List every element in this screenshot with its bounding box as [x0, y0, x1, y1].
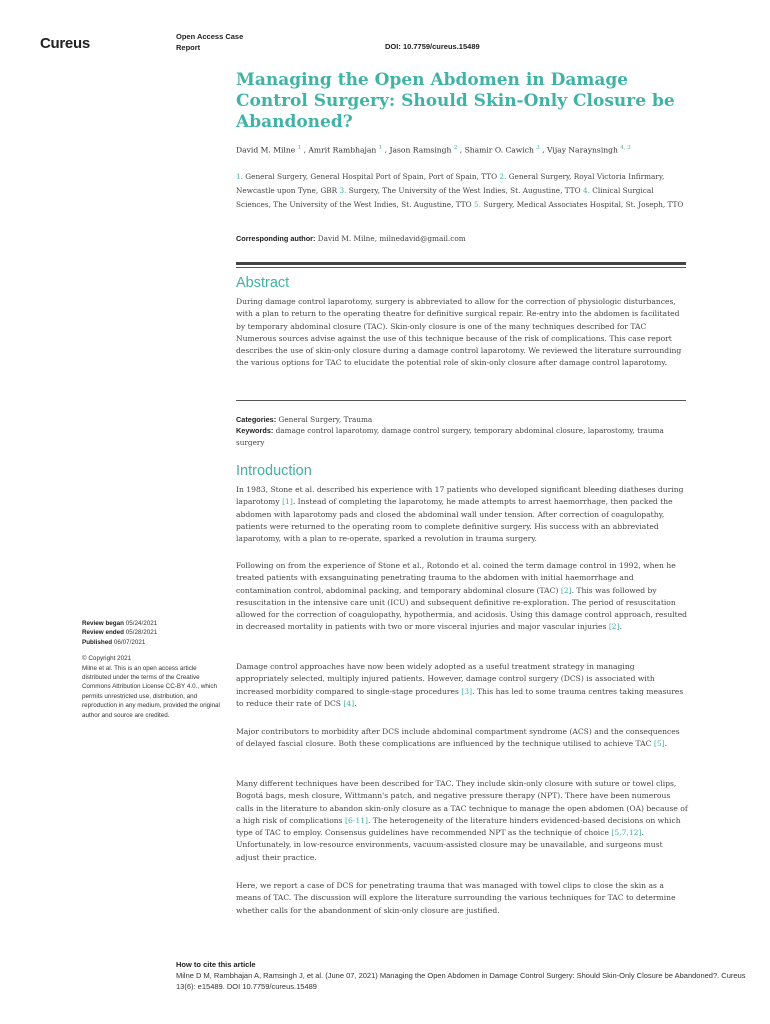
- review-ended-date: 05/28/2021: [125, 629, 158, 637]
- intro-paragraph-3: Damage control approaches have now been widely adopted as a useful treatment strategy in managing appropriately selected, multiply injured patients. However, damage control surgery (DCS) is associated with increased morbidity compared to single-stage procedures [3]. This has led to some trauma centres taking measures to reduce their rate of DCS [4].: [236, 662, 684, 708]
- intro-paragraph-1: In 1983, Stone et al. described his experience with 17 patients who developed significant bleeding diatheses during laparotomy [1]. Instead of completing the laparotomy, he made attempts to arrest haemorrhage, then packed the abdomen with laparotomy pads and closed the abdominal wall under tension. After correction of coagulopathy, patients were returned to the operating room to complete definitive surgery. His success with an abbreviated laparotomy, with a plan to re-operate, sparked a revolution in trauma surgery.: [236, 485, 684, 544]
- article-title: Managing the Open Abdomen in Damage Control Surgery: Should Skin-Only Closure be Abandoned?: [236, 70, 675, 132]
- categories-label: Categories:: [236, 415, 277, 424]
- published-label: Published: [82, 638, 113, 646]
- corresponding-label: Corresponding author:: [236, 234, 316, 243]
- reference-link[interactable]: [2]: [560, 585, 572, 595]
- reference-link[interactable]: [1]: [282, 497, 293, 507]
- divider: [236, 400, 686, 401]
- citation-heading: How to cite this article: [176, 960, 256, 969]
- categories-value: General Surgery, Trauma: [278, 415, 373, 424]
- affiliation-text: General Surgery, General Hospital Port of Spain, Port of Spain, TTO: [245, 172, 500, 181]
- affiliation-number: 1.: [236, 172, 246, 181]
- abstract-text: During damage control laparotomy, surgery is abbreviated to allow for the correction of physiologic disturbances, with a plan to return to the operating theatre for definitive surgical repair. Re-entry into the abdomen is facilitated by temporary abdominal closure (TAC). Skin-only closure is one of the many techniques described for TAC Numerous sources advise against the use of this technique because of the risk of complications. This case report describes the use of skin-only closure during a damage control laparotomy. We reviewed the literature surrounding the various options for TAC to elucidate the potential role of skin-only closure after damage control laparotomy.: [236, 297, 682, 368]
- article-type: Open Access Case Report: [176, 32, 244, 52]
- abstract-heading: Abstract: [236, 275, 290, 291]
- review-began: [82, 619, 222, 628]
- author-name[interactable]: Shamir O. Cawich: [464, 145, 537, 155]
- doi-value: 10.7759/cureus.15489: [402, 42, 480, 51]
- affiliation-number: 4.: [582, 186, 593, 195]
- affiliation-number: 5.: [473, 200, 484, 209]
- corresponding-value[interactable]: David M. Milne, milnedavid@gmail.com: [317, 234, 466, 243]
- review-sidebar: [82, 619, 222, 720]
- intro-paragraph-6: Here, we report a case of DCS for penetrating trauma that was managed with towel clips to close the skin as a means of TAC. The discussion will explore the literature surrounding the various techniques for TAC to determine whether calls for the abandonment of skin-only closure are justified.: [236, 881, 676, 915]
- journal-logo: Cureus: [40, 35, 90, 52]
- author-name[interactable]: David M. Milne: [236, 145, 298, 155]
- corresponding-author: [236, 234, 466, 243]
- published: [82, 638, 222, 647]
- affiliation-text: Clinical Surgical Sciences, The University of the West Indies, St. Augustine, TTO: [236, 186, 654, 209]
- categories-keywords: [236, 414, 688, 448]
- author-list: David M. Milne $^1$ , Amrit Rambhajan $^1$ , Jason Ramsingh $^2$ , Shamir O. Cawich $^3$ , Vijay Naraynsingh $^{4, 3}$: [236, 145, 631, 155]
- affiliation-text: Surgery, The University of the West Indies, St. Augustine, TTO: [348, 186, 583, 195]
- author-affiliation-number: 4, 3: [620, 145, 631, 151]
- author-affiliation-number: 2: [453, 145, 458, 151]
- keywords-value: damage control laparotomy, damage control surgery, temporary abdominal closure, laparostomy, trauma surgery: [236, 426, 664, 447]
- divider: [236, 262, 686, 265]
- keywords-label: Keywords:: [236, 426, 274, 436]
- license-text: Milne et al. This is an open access article distributed under the terms of the Creative Commons Attribution License CC-BY 4.0., which permits unrestricted use, distribution, and reproduction in any medium, provided the original author and source are credited.: [82, 664, 220, 719]
- reference-link[interactable]: [5]: [653, 739, 665, 749]
- author-affiliation-number: 1: [297, 145, 302, 151]
- affiliation-text: General Surgery, Royal Victoria Infirmary, Newcastle upon Tyne, GBR: [236, 172, 665, 195]
- reference-link[interactable]: [4]: [343, 698, 355, 708]
- divider: [236, 267, 686, 268]
- intro-paragraph-4: Major contributors to morbidity after DCS include abdominal compartment syndrome (ACS) and the consequences of delayed fascial closure. Both these complications are influenced by the technique utilised to achieve TAC [5].: [236, 727, 680, 749]
- reference-link[interactable]: [3]: [461, 686, 473, 696]
- intro-paragraph-5: Many different techniques have been described for TAC. They include skin-only closure with suture or towel clips, Bogotá bags, mesh closure, Wittmann's patch, and negative pressure therapy (NPT). There have been numerous calls in the literature to abandon skin-only closure as a TAC technique to manage the open abdomen (OA) because of a high risk of complications [6-11]. The heterogeneity of the literature hinders evidenced-based decisions on which type of TAC to employ. Consensus guidelines have recommended NPT as the technique of choice [5,7,12]. Unfortunately, in low-resource environments, vacuum-assisted closure may be unavailable, and surgeons must adjust their practice.: [236, 779, 688, 862]
- reference-link[interactable]: [2]: [608, 622, 620, 632]
- affiliation-number: 3.: [339, 186, 349, 195]
- copyright: © Copyright 2021: [82, 655, 132, 663]
- author-name[interactable]: Jason Ramsingh: [389, 145, 454, 155]
- review-began-label: Review began: [82, 620, 124, 627]
- categories-line: [236, 414, 688, 425]
- keywords-line: [236, 425, 688, 448]
- citation-text: Milne D M, Rambhajan A, Ramsingh J, et al. (June 07, 2021) Managing the Open Abdomen in Damage Control Surgery: Should Skin-Only Closure be Abandoned?. Cureus 13(6): e15489. DOI 10.7759/cureus.15489: [176, 971, 746, 991]
- published-date: 06/07/2021: [113, 638, 146, 646]
- intro-paragraph-2: Following on from the experience of Stone et al., Rotondo et al. coined the term damage control in 1992, when he treated patients with exsanguinating penetrating trauma to the abdomen with initial haemorrhage and contamination control, abdominal packing, and temporary abdominal closure (TAC) [2]. This was followed by resuscitation in the intensive care unit (ICU) and subsequent definitive re-exploration. The period of resuscitation allowed for the correction of coagulopathy, hypothermia, and acidosis. Using this damage control approach, resulted in decreased mortality in patients with two or more visceral injuries and major vascular injuries [2].: [236, 561, 688, 632]
- author-name[interactable]: Vijay Naraynsingh: [547, 145, 621, 155]
- author-affiliation-number: 1: [378, 145, 383, 151]
- reference-link[interactable]: [6-11]: [344, 815, 368, 825]
- review-began-date: 05/24/2021: [125, 620, 158, 627]
- affiliations: [236, 170, 686, 212]
- review-ended: [82, 628, 222, 637]
- reference-link[interactable]: [5,7,12]: [611, 828, 642, 838]
- affiliation-text: Surgery, Medical Associates Hospital, St. Joseph, TTO: [483, 200, 684, 209]
- affiliation-number: 2.: [499, 172, 509, 181]
- doi: [385, 42, 480, 51]
- review-ended-label: Review ended: [82, 629, 124, 637]
- introduction-heading: Introduction: [236, 463, 312, 479]
- author-name[interactable]: Amrit Rambhajan: [308, 145, 379, 155]
- doi-label: DOI:: [385, 42, 401, 51]
- author-affiliation-number: 3: [536, 145, 540, 151]
